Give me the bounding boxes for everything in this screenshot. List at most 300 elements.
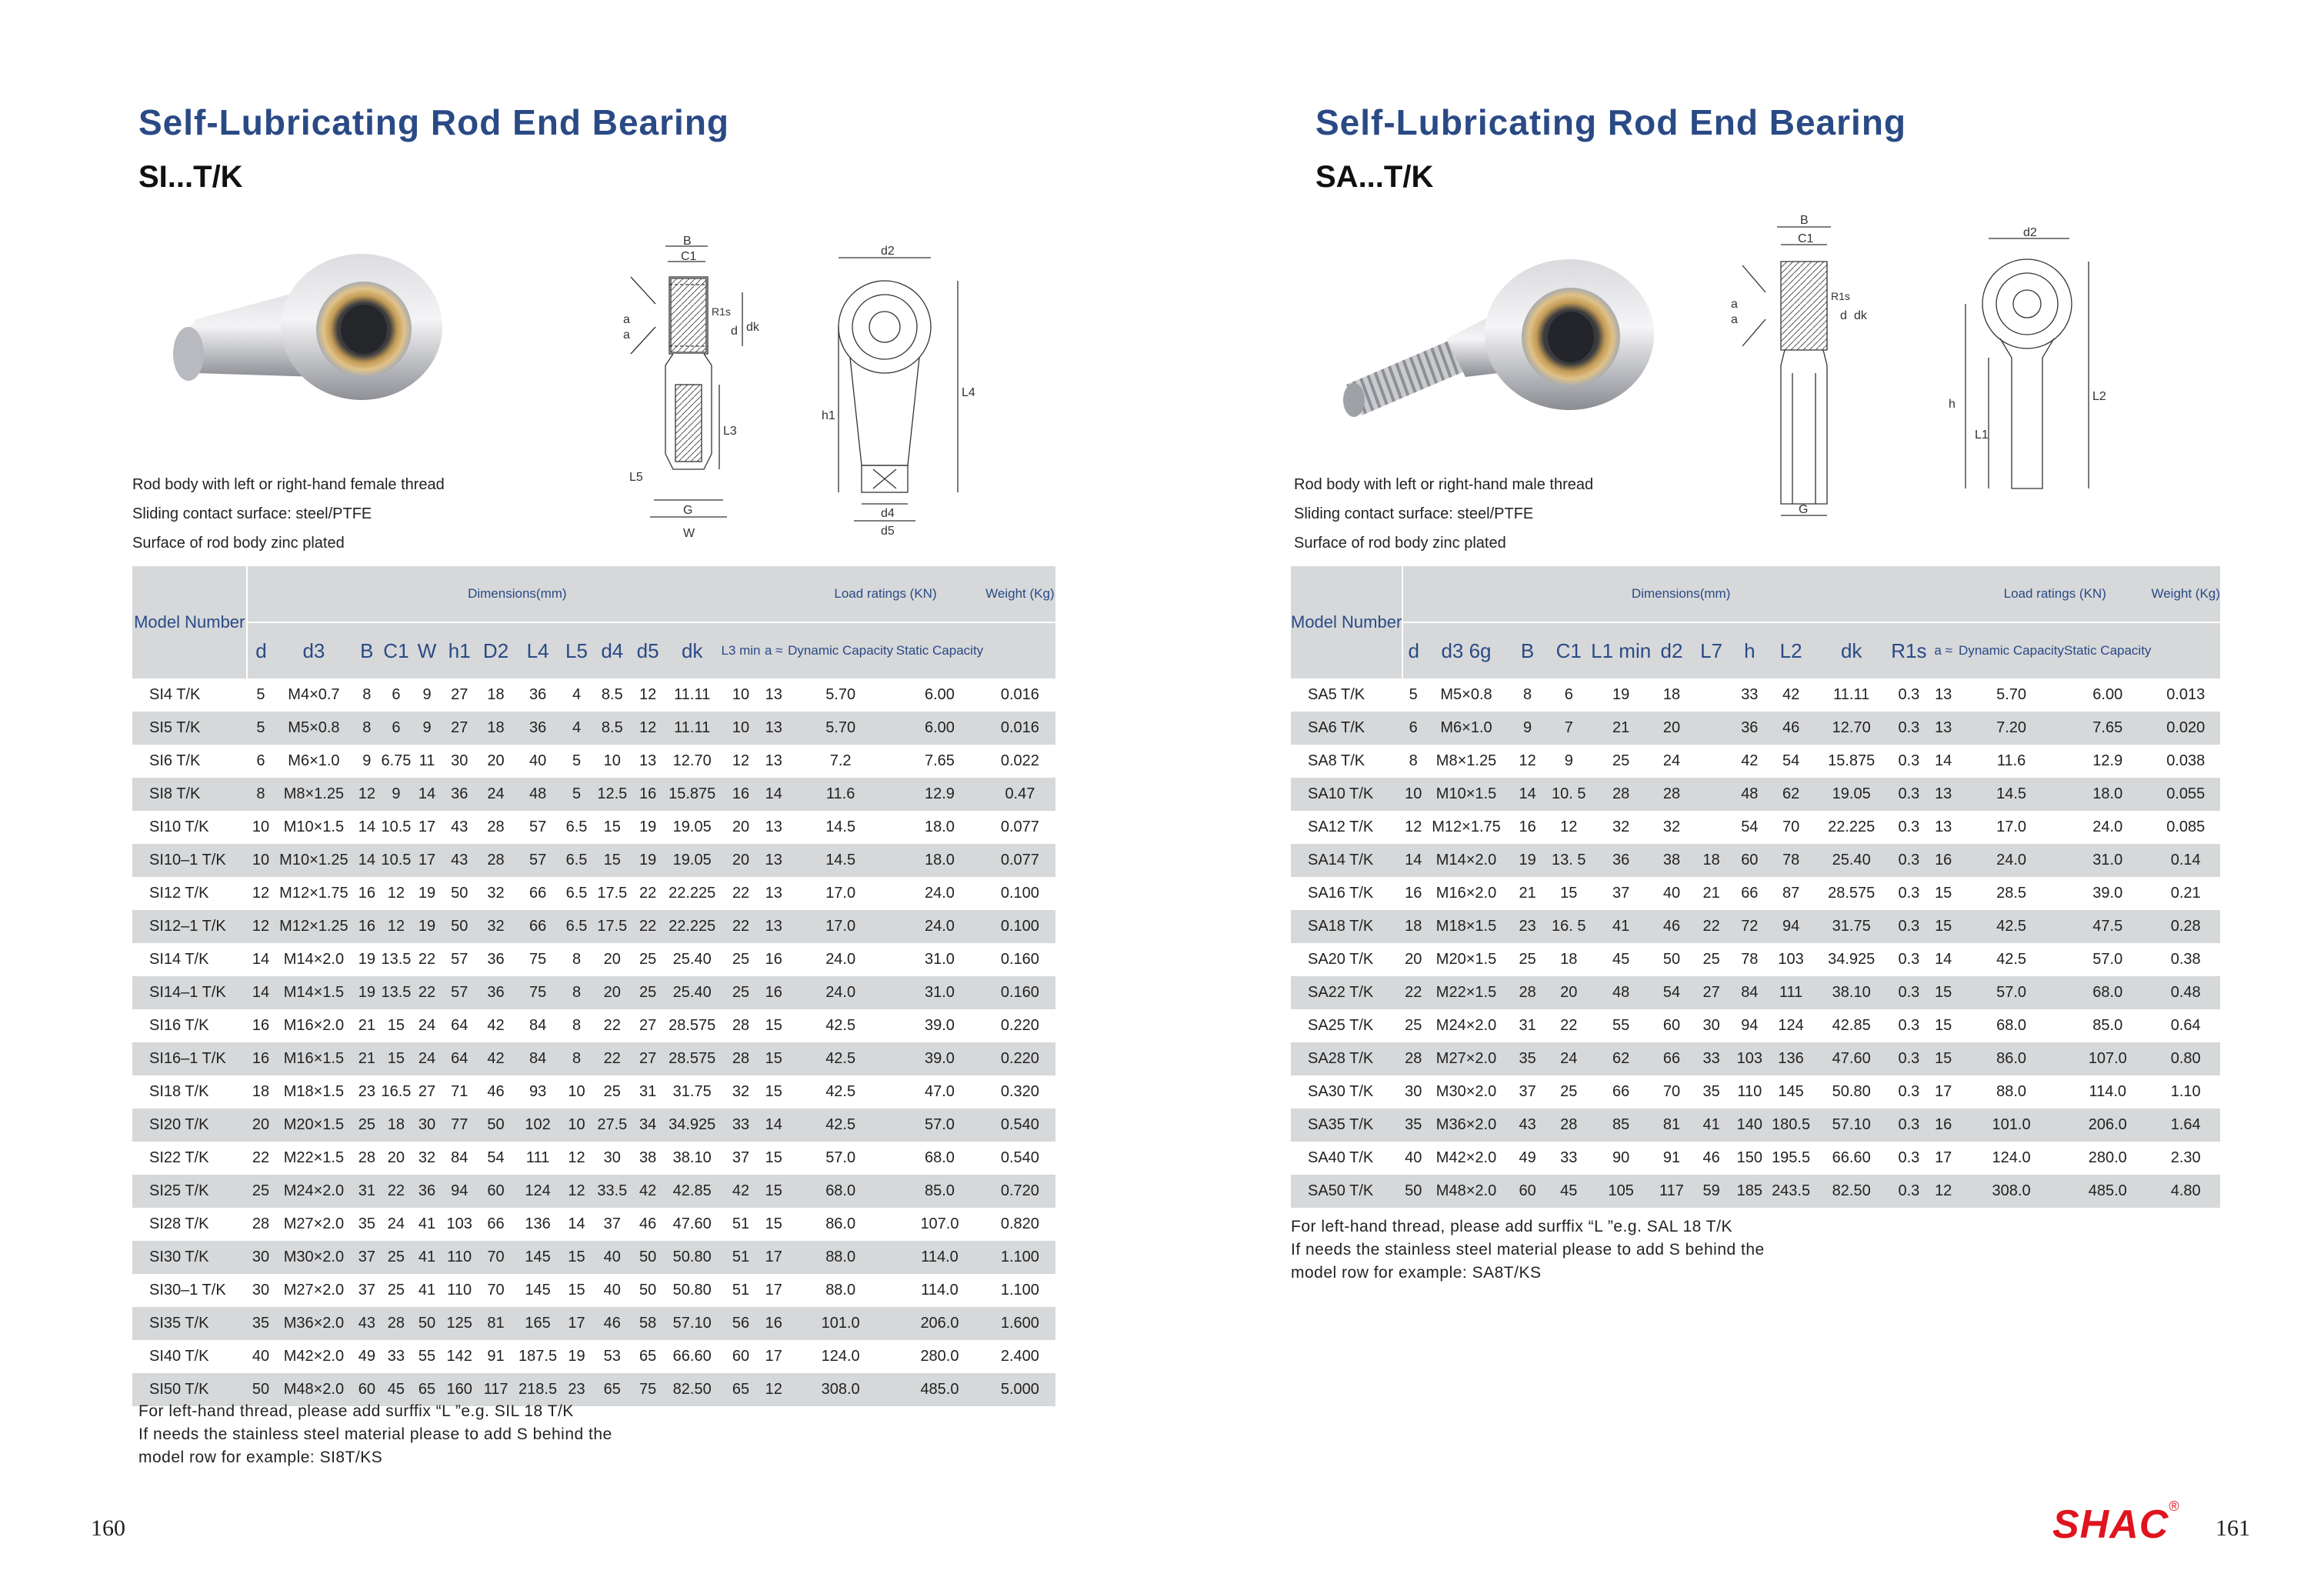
table-cell: 46 bbox=[1692, 1142, 1731, 1175]
description bbox=[132, 470, 445, 558]
table-cell: 88.0 bbox=[1959, 1075, 2064, 1109]
page-number: 161 bbox=[2216, 1515, 2250, 1541]
table-cell: 37 bbox=[1591, 877, 1651, 910]
table-cell: 36 bbox=[477, 943, 515, 976]
table-cell: 66.60 bbox=[1813, 1142, 1889, 1175]
table-cell: 13 bbox=[761, 844, 786, 877]
table-cell: 145 bbox=[515, 1274, 561, 1307]
table-cell: 14 bbox=[247, 943, 274, 976]
table-row bbox=[132, 1241, 1055, 1274]
table-cell: 218.5 bbox=[515, 1373, 561, 1406]
table-cell: 17 bbox=[761, 1274, 786, 1307]
table-cell: 16 bbox=[247, 1042, 274, 1075]
table-cell: 60 bbox=[1509, 1175, 1547, 1208]
table-cell: 0.160 bbox=[985, 976, 1055, 1009]
table-cell: 38.10 bbox=[1813, 976, 1889, 1009]
table-cell: 66.60 bbox=[664, 1340, 721, 1373]
table-cell: 86.0 bbox=[786, 1208, 895, 1241]
table-cell: 22 bbox=[632, 877, 664, 910]
table-cell: 16 bbox=[1928, 1109, 1959, 1142]
table-cell: 84 bbox=[1730, 976, 1769, 1009]
load-ratings-header: Load ratings (KN) bbox=[1959, 566, 2151, 622]
table-cell: 13 bbox=[761, 745, 786, 778]
col-header: L1 min bbox=[1591, 622, 1651, 678]
table-cell: 5 bbox=[1402, 678, 1424, 712]
table-cell: 38 bbox=[632, 1142, 664, 1175]
table-cell: 13 bbox=[761, 712, 786, 745]
table-cell: 15 bbox=[761, 1142, 786, 1175]
dimensions-header: Dimensions(mm) bbox=[1402, 566, 1959, 622]
table-cell: 9 bbox=[1546, 745, 1591, 778]
table-cell: 62 bbox=[1591, 1042, 1651, 1075]
table-cell: 60 bbox=[721, 1340, 762, 1373]
table-cell: 24 bbox=[380, 1208, 412, 1241]
table-cell: 25 bbox=[721, 943, 762, 976]
col-header-empty bbox=[985, 622, 1055, 678]
table-cell: M12×1.75 bbox=[274, 877, 353, 910]
table-cell: 16 bbox=[761, 976, 786, 1009]
table-cell: 25 bbox=[632, 976, 664, 1009]
table-cell: 40 bbox=[247, 1340, 274, 1373]
table-cell: 41 bbox=[412, 1208, 442, 1241]
table-cell: 65 bbox=[632, 1340, 664, 1373]
table-cell: 60 bbox=[1651, 1009, 1692, 1042]
footnote-line: model row for example: SA8T/KS bbox=[1291, 1264, 1542, 1282]
model-cell: SA35 T/K bbox=[1291, 1109, 1402, 1142]
table-cell: M42×2.0 bbox=[274, 1340, 353, 1373]
col-header-empty bbox=[2151, 622, 2220, 678]
model-cell: SA10 T/K bbox=[1291, 778, 1402, 811]
table-cell: 50 bbox=[412, 1307, 442, 1340]
table-cell: 15 bbox=[1928, 976, 1959, 1009]
table-cell: 22.225 bbox=[664, 877, 721, 910]
model-cell: SI8 T/K bbox=[132, 778, 247, 811]
table-cell: 114.0 bbox=[2064, 1075, 2151, 1109]
table-cell: 18 bbox=[1402, 910, 1424, 943]
col-header: d3 6g bbox=[1424, 622, 1509, 678]
model-cell: SA40 T/K bbox=[1291, 1142, 1402, 1175]
table-cell: 6.00 bbox=[2064, 678, 2151, 712]
table-row bbox=[132, 712, 1055, 745]
table-cell: 0.100 bbox=[985, 910, 1055, 943]
model-cell: SA16 T/K bbox=[1291, 877, 1402, 910]
table-cell: 16 bbox=[761, 1307, 786, 1340]
table-cell bbox=[1692, 712, 1731, 745]
table-cell: 12 bbox=[247, 910, 274, 943]
model-cell: SI16–1 T/K bbox=[132, 1042, 247, 1075]
table-cell: 0.64 bbox=[2151, 1009, 2220, 1042]
table-cell: 31.75 bbox=[1813, 910, 1889, 943]
table-cell: 55 bbox=[1591, 1009, 1651, 1042]
table-cell: 1.100 bbox=[985, 1274, 1055, 1307]
table-cell: 0.013 bbox=[2151, 678, 2220, 712]
table-cell: 140 bbox=[1730, 1109, 1769, 1142]
footnote-line: model row for example: SI8T/KS bbox=[138, 1449, 383, 1466]
table-row bbox=[1291, 910, 2220, 943]
table-cell: 5 bbox=[247, 678, 274, 712]
table-cell: 10 bbox=[561, 1075, 592, 1109]
model-cell: SI6 T/K bbox=[132, 745, 247, 778]
table-cell: 66 bbox=[1651, 1042, 1692, 1075]
table-cell: 42.85 bbox=[664, 1175, 721, 1208]
table-cell: 71 bbox=[442, 1075, 477, 1109]
table-cell: 14 bbox=[561, 1208, 592, 1241]
table-cell: 42.5 bbox=[786, 1109, 895, 1142]
table-cell: 91 bbox=[477, 1340, 515, 1373]
table-cell: 60 bbox=[477, 1175, 515, 1208]
table-cell: 13.5 bbox=[380, 976, 412, 1009]
table-cell: 85.0 bbox=[895, 1175, 985, 1208]
table-cell: 66 bbox=[477, 1208, 515, 1241]
table-cell: 51 bbox=[721, 1208, 762, 1241]
table-cell: 34 bbox=[632, 1109, 664, 1142]
table-cell: M16×1.5 bbox=[274, 1042, 353, 1075]
model-cell: SI35 T/K bbox=[132, 1307, 247, 1340]
table-cell: 54 bbox=[477, 1142, 515, 1175]
table-cell: 31.0 bbox=[895, 943, 985, 976]
model-number-header: Model Number bbox=[1291, 566, 1402, 678]
col-header: d2 bbox=[1651, 622, 1692, 678]
table-cell: 60 bbox=[353, 1373, 380, 1406]
table-cell: 41 bbox=[1692, 1109, 1731, 1142]
table-row bbox=[132, 778, 1055, 811]
table-cell: 20 bbox=[721, 811, 762, 844]
table-cell: 101.0 bbox=[1959, 1109, 2064, 1142]
table-cell: 0.47 bbox=[985, 778, 1055, 811]
table-cell: 25 bbox=[380, 1241, 412, 1274]
table-row bbox=[132, 1175, 1055, 1208]
spec-table-sa bbox=[1291, 566, 2220, 1208]
table-cell: 8 bbox=[353, 678, 380, 712]
col-header: a ≈ bbox=[1928, 622, 1959, 678]
model-cell: SI30–1 T/K bbox=[132, 1274, 247, 1307]
table-cell: 42.5 bbox=[786, 1009, 895, 1042]
table-cell: 40 bbox=[515, 745, 561, 778]
table-cell: 24 bbox=[1546, 1042, 1591, 1075]
table-row bbox=[132, 1208, 1055, 1241]
col-header: a ≈ bbox=[761, 622, 786, 678]
table-cell: 17.0 bbox=[1959, 811, 2064, 844]
table-cell: 94 bbox=[1769, 910, 1813, 943]
table-cell: 13 bbox=[632, 745, 664, 778]
table-cell: 9 bbox=[1509, 712, 1547, 745]
table-cell: 0.160 bbox=[985, 943, 1055, 976]
table-cell: 485.0 bbox=[2064, 1175, 2151, 1208]
table-cell: 32 bbox=[1651, 811, 1692, 844]
table-cell: 85 bbox=[1591, 1109, 1651, 1142]
table-cell: 46 bbox=[1769, 712, 1813, 745]
table-cell: 27 bbox=[442, 712, 477, 745]
table-cell: 12.70 bbox=[664, 745, 721, 778]
table-cell: 2.400 bbox=[985, 1340, 1055, 1373]
table-cell: 2.30 bbox=[2151, 1142, 2220, 1175]
table-cell: 124 bbox=[1769, 1009, 1813, 1042]
table-cell: 47.0 bbox=[895, 1075, 985, 1109]
col-header: Dynamic Capacity bbox=[786, 622, 895, 678]
table-cell: 25 bbox=[1509, 943, 1547, 976]
table-cell: 24.0 bbox=[2064, 811, 2151, 844]
table-cell: 7 bbox=[1546, 712, 1591, 745]
table-cell: 25 bbox=[1546, 1075, 1591, 1109]
label-a1: a bbox=[623, 328, 630, 342]
table-cell: 0.3 bbox=[1889, 678, 1928, 712]
right-page bbox=[1162, 0, 2324, 1587]
table-cell: 28.575 bbox=[664, 1009, 721, 1042]
table-cell: 28 bbox=[247, 1208, 274, 1241]
table-cell: 57.10 bbox=[664, 1307, 721, 1340]
table-cell: 308.0 bbox=[1959, 1175, 2064, 1208]
table-cell: 84 bbox=[515, 1009, 561, 1042]
table-cell: 136 bbox=[1769, 1042, 1813, 1075]
table-cell: 27 bbox=[1692, 976, 1731, 1009]
table-cell: 15 bbox=[380, 1042, 412, 1075]
table-cell: 35 bbox=[1509, 1042, 1547, 1075]
table-cell: 15.875 bbox=[1813, 745, 1889, 778]
table-cell: 43 bbox=[442, 811, 477, 844]
table-cell: 4 bbox=[561, 712, 592, 745]
table-cell: M8×1.25 bbox=[274, 778, 353, 811]
table-cell: 16 bbox=[1402, 877, 1424, 910]
table-cell: 28 bbox=[477, 811, 515, 844]
table-cell: 46 bbox=[632, 1208, 664, 1241]
table-cell: 6.5 bbox=[561, 844, 592, 877]
col-header: L5 bbox=[561, 622, 592, 678]
model-cell: SI4 T/K bbox=[132, 678, 247, 712]
table-cell: 33 bbox=[1546, 1142, 1591, 1175]
table-cell: 11.11 bbox=[664, 712, 721, 745]
table-cell: 19 bbox=[632, 811, 664, 844]
table-cell: 48 bbox=[515, 778, 561, 811]
table-cell: 23 bbox=[1509, 910, 1547, 943]
table-cell: 4 bbox=[561, 678, 592, 712]
table-cell: 0.3 bbox=[1889, 745, 1928, 778]
table-cell: M8×1.25 bbox=[1424, 745, 1509, 778]
table-cell: 114.0 bbox=[895, 1274, 985, 1307]
table-cell: 14 bbox=[1928, 745, 1959, 778]
table-cell: 243.5 bbox=[1769, 1175, 1813, 1208]
label-dk: dk bbox=[746, 321, 759, 334]
table-cell: 17 bbox=[412, 844, 442, 877]
table-cell: 22.225 bbox=[664, 910, 721, 943]
footnotes bbox=[138, 1400, 612, 1469]
table-cell: 86.0 bbox=[1959, 1042, 2064, 1075]
table-cell: 28 bbox=[721, 1009, 762, 1042]
table-cell: 10. 5 bbox=[1546, 778, 1591, 811]
table-cell: 11.11 bbox=[664, 678, 721, 712]
model-cell: SA28 T/K bbox=[1291, 1042, 1402, 1075]
column-header-row bbox=[132, 622, 1055, 678]
table-cell: 6.5 bbox=[561, 877, 592, 910]
table-cell: 41 bbox=[1591, 910, 1651, 943]
table-cell: 10 bbox=[561, 1109, 592, 1142]
table-cell: 16 bbox=[1928, 844, 1959, 877]
model-cell: SA25 T/K bbox=[1291, 1009, 1402, 1042]
table-cell: 0.38 bbox=[2151, 943, 2220, 976]
table-cell: 75 bbox=[515, 943, 561, 976]
table-cell: 206.0 bbox=[2064, 1109, 2151, 1142]
table-cell: 66 bbox=[1730, 877, 1769, 910]
label-G: G bbox=[683, 504, 693, 517]
table-cell: 50.80 bbox=[1813, 1075, 1889, 1109]
table-cell: 6.5 bbox=[561, 811, 592, 844]
table-cell: 9 bbox=[412, 712, 442, 745]
table-cell: 32 bbox=[477, 910, 515, 943]
table-cell: 7.65 bbox=[2064, 712, 2151, 745]
table-cell: M30×2.0 bbox=[1424, 1075, 1509, 1109]
table-cell: 10 bbox=[721, 712, 762, 745]
table-cell: 12 bbox=[247, 877, 274, 910]
description-line: Surface of rod body zinc plated bbox=[132, 535, 345, 552]
table-row bbox=[1291, 745, 2220, 778]
table-cell: 90 bbox=[1591, 1142, 1651, 1175]
table-cell: 0.3 bbox=[1889, 1142, 1928, 1175]
table-cell: 16 bbox=[247, 1009, 274, 1042]
model-cell: SA50 T/K bbox=[1291, 1175, 1402, 1208]
label-L5: L5 bbox=[629, 471, 643, 484]
table-cell: 70 bbox=[477, 1241, 515, 1274]
model-cell: SI25 T/K bbox=[132, 1175, 247, 1208]
table-cell: 8 bbox=[561, 976, 592, 1009]
label-d: d bbox=[1840, 309, 1847, 322]
table-cell: M27×2.0 bbox=[1424, 1042, 1509, 1075]
table-cell: 50 bbox=[632, 1274, 664, 1307]
table-cell: 1.100 bbox=[985, 1241, 1055, 1274]
table-cell: 14 bbox=[761, 778, 786, 811]
table-cell: M14×1.5 bbox=[274, 976, 353, 1009]
table-cell: M5×0.8 bbox=[274, 712, 353, 745]
table-cell: M30×2.0 bbox=[274, 1241, 353, 1274]
table-cell: 150 bbox=[1730, 1142, 1769, 1175]
table-cell: 24.0 bbox=[786, 943, 895, 976]
col-header: h bbox=[1730, 622, 1769, 678]
table-cell: 5.000 bbox=[985, 1373, 1055, 1406]
table-cell: 18 bbox=[1651, 678, 1692, 712]
footnote-line: For left-hand thread, please add surffix “L ”e.g. SIL 18 T/K bbox=[138, 1402, 574, 1420]
table-cell: 41 bbox=[412, 1274, 442, 1307]
table-cell: 107.0 bbox=[895, 1208, 985, 1241]
table-cell: 6 bbox=[1546, 678, 1591, 712]
table-cell: 0.220 bbox=[985, 1009, 1055, 1042]
table-cell: 22 bbox=[412, 976, 442, 1009]
footnote-line: For left-hand thread, please add surffix “L ”e.g. SAL 18 T/K bbox=[1291, 1218, 1732, 1235]
table-cell: 0.3 bbox=[1889, 877, 1928, 910]
table-cell: 25 bbox=[1402, 1009, 1424, 1042]
table-cell: 17 bbox=[1928, 1142, 1959, 1175]
table-cell: 5.70 bbox=[786, 678, 895, 712]
table-cell: 42 bbox=[721, 1175, 762, 1208]
table-cell: 15.875 bbox=[664, 778, 721, 811]
table-cell: 17 bbox=[561, 1307, 592, 1340]
description bbox=[1294, 470, 1593, 558]
table-cell: 145 bbox=[515, 1241, 561, 1274]
table-cell: 36 bbox=[1591, 844, 1651, 877]
table-cell: 105 bbox=[1591, 1175, 1651, 1208]
table-cell: M22×1.5 bbox=[274, 1142, 353, 1175]
table-cell: 15 bbox=[561, 1241, 592, 1274]
table-cell: 57 bbox=[442, 976, 477, 1009]
table-cell: 0.320 bbox=[985, 1075, 1055, 1109]
table-cell: 19 bbox=[1591, 678, 1651, 712]
table-cell: 0.3 bbox=[1889, 811, 1928, 844]
table-cell: 65 bbox=[721, 1373, 762, 1406]
table-cell: 22 bbox=[721, 877, 762, 910]
table-cell: 14.5 bbox=[786, 811, 895, 844]
table-cell: 33 bbox=[380, 1340, 412, 1373]
table-cell: 0.21 bbox=[2151, 877, 2220, 910]
model-cell: SA18 T/K bbox=[1291, 910, 1402, 943]
table-cell: 16.5 bbox=[380, 1075, 412, 1109]
table-cell: 28.575 bbox=[664, 1042, 721, 1075]
table-cell: 19 bbox=[353, 943, 380, 976]
col-header: Static Capacity bbox=[2064, 622, 2151, 678]
table-row bbox=[132, 1274, 1055, 1307]
table-cell: 81 bbox=[477, 1307, 515, 1340]
table-row bbox=[1291, 844, 2220, 877]
table-cell: 0.14 bbox=[2151, 844, 2220, 877]
table-cell: 58 bbox=[632, 1307, 664, 1340]
table-cell: 37 bbox=[1509, 1075, 1547, 1109]
table-cell: 0.020 bbox=[2151, 712, 2220, 745]
table-cell: 280.0 bbox=[895, 1340, 985, 1373]
table-cell: 16 bbox=[721, 778, 762, 811]
table-cell: 31.0 bbox=[2064, 844, 2151, 877]
table-cell: 14 bbox=[412, 778, 442, 811]
table-cell: 22 bbox=[592, 1042, 632, 1075]
table-cell: 117 bbox=[477, 1373, 515, 1406]
table-cell: 56 bbox=[721, 1307, 762, 1340]
table-cell: 195.5 bbox=[1769, 1142, 1813, 1175]
table-cell: 78 bbox=[1769, 844, 1813, 877]
model-cell: SA12 T/K bbox=[1291, 811, 1402, 844]
table-cell: 21 bbox=[1692, 877, 1731, 910]
table-cell: M18×1.5 bbox=[274, 1075, 353, 1109]
table-cell: 8 bbox=[247, 778, 274, 811]
table-cell: 0.48 bbox=[2151, 976, 2220, 1009]
table-cell: 0.077 bbox=[985, 811, 1055, 844]
table-cell: 12 bbox=[632, 712, 664, 745]
table-cell: 11 bbox=[412, 745, 442, 778]
model-cell: SI12–1 T/K bbox=[132, 910, 247, 943]
table-cell: 13. 5 bbox=[1546, 844, 1591, 877]
table-cell: 14 bbox=[353, 844, 380, 877]
label-B: B bbox=[1800, 214, 1809, 227]
table-cell: 36 bbox=[477, 976, 515, 1009]
table-row bbox=[1291, 1042, 2220, 1075]
table-cell: 72 bbox=[1730, 910, 1769, 943]
table-row bbox=[1291, 678, 2220, 712]
col-header: dk bbox=[1813, 622, 1889, 678]
table-cell: 42 bbox=[477, 1042, 515, 1075]
table-cell: 31 bbox=[632, 1075, 664, 1109]
table-cell: 47.60 bbox=[664, 1208, 721, 1241]
table-cell: 110 bbox=[442, 1241, 477, 1274]
table-cell: 15 bbox=[761, 1175, 786, 1208]
table-cell: 22 bbox=[380, 1175, 412, 1208]
label-R1s: R1s bbox=[712, 305, 731, 318]
table-cell: 88.0 bbox=[786, 1274, 895, 1307]
section-drawing bbox=[1708, 212, 1885, 527]
table-cell: 40 bbox=[592, 1241, 632, 1274]
table-cell: 12 bbox=[761, 1373, 786, 1406]
table-cell: 12 bbox=[721, 745, 762, 778]
model-cell: SI12 T/K bbox=[132, 877, 247, 910]
table-cell: 19 bbox=[561, 1340, 592, 1373]
table-cell: 35 bbox=[1692, 1075, 1731, 1109]
table-cell: 18.0 bbox=[895, 844, 985, 877]
table-cell: M14×2.0 bbox=[274, 943, 353, 976]
table-cell: 24.0 bbox=[1959, 844, 2064, 877]
table-cell: 35 bbox=[353, 1208, 380, 1241]
